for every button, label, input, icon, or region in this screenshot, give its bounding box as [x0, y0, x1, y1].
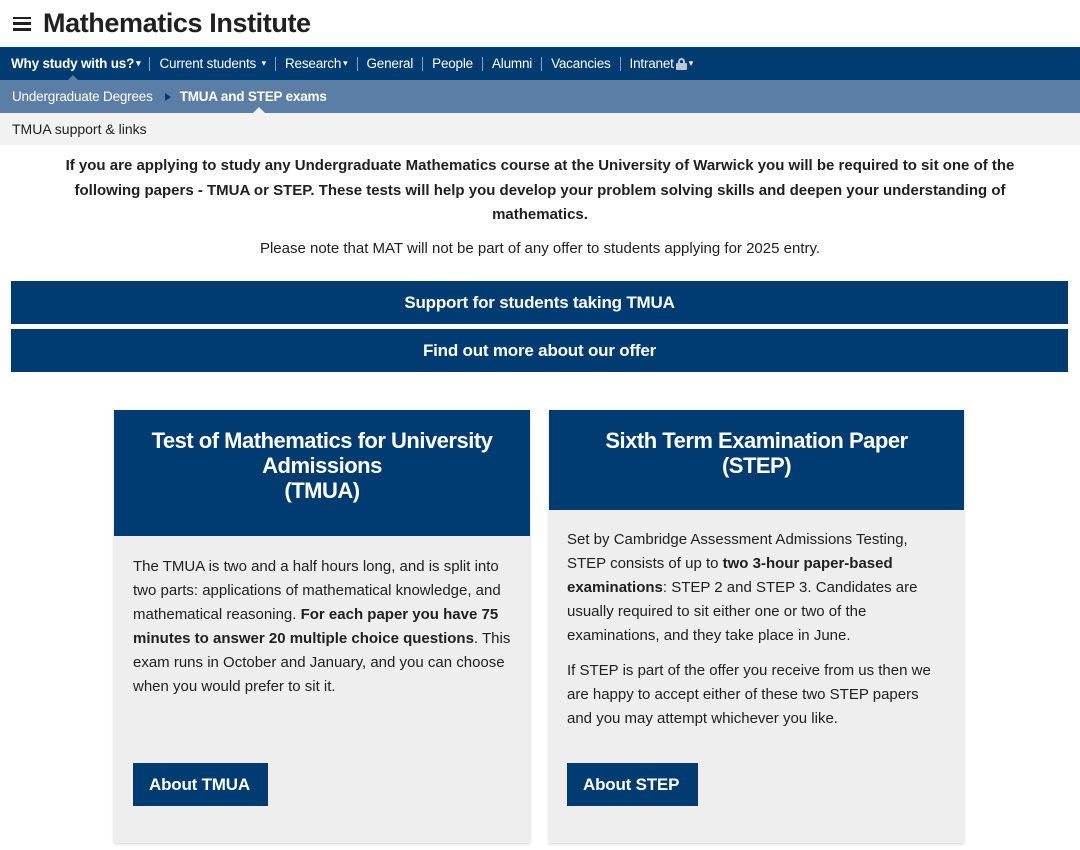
- hamburger-menu-icon[interactable]: [13, 17, 31, 31]
- nav-item-vacancies[interactable]: Vacancies: [551, 56, 611, 71]
- caret-down-icon: ▾: [688, 58, 694, 68]
- tmua-text: The TMUA is two and a half hours long, and is split into two parts: applications of mathematical knowledge, and mathematical reasoning.: [133, 558, 501, 623]
- exam-cards: [0, 410, 1080, 850]
- nav-item-research[interactable]: [285, 56, 348, 71]
- step-text: Set by Cambridge Assessment Admissions Testing, STEP consists of up to: [567, 531, 908, 572]
- secondary-nav: [0, 80, 1080, 113]
- intro-text: If you are applying to study any Undergraduate Mathematics course at the University of Warwick you will be required to sit one of the following papers - TMUA or STEP. These tests will help you develop your problem solving skills and deepen your understanding of mathematics.: [65, 157, 1015, 223]
- tmua-text: . This exam runs in October and January, and you can choose when you would prefer to sit it.: [133, 630, 511, 695]
- step-offer-note: If STEP is part of the offer you receive from us then we are happy to accept either of these two STEP papers and you may attempt whichever you like.: [567, 662, 931, 727]
- intro-section: [0, 145, 1080, 259]
- ter-nav-tmua-support-links[interactable]: TMUA support & links: [12, 121, 147, 137]
- tmua-card-body: [114, 536, 530, 699]
- step-card-subtitle: (STEP): [721, 453, 792, 478]
- step-card-body: [549, 510, 964, 731]
- nav-divider: [422, 57, 423, 71]
- tmua-card-header: [114, 410, 530, 536]
- nav-item-people[interactable]: People: [432, 56, 473, 71]
- nav-label: Why study with us?: [11, 56, 135, 71]
- nav-item-alumni[interactable]: Alumni: [491, 56, 533, 71]
- sec-nav-undergraduate-degrees[interactable]: Undergraduate Degrees: [12, 89, 153, 104]
- nav-divider: [275, 57, 276, 71]
- nav-label: Research: [284, 56, 342, 71]
- find-out-more-button[interactable]: Find out more about our offer: [11, 329, 1068, 372]
- step-card: [549, 410, 964, 843]
- step-description: [567, 528, 946, 648]
- caret-down-icon: ▾: [343, 58, 348, 68]
- caret-down-icon: ▾: [136, 58, 141, 68]
- nav-item-why-study[interactable]: [11, 56, 140, 71]
- step-card-header: [549, 410, 964, 510]
- tmua-description: [133, 555, 511, 699]
- sec-nav-tmua-step-exams[interactable]: TMUA and STEP exams: [179, 89, 327, 104]
- tmua-card-subtitle: (TMUA): [284, 478, 360, 503]
- nav-label: Current students: [159, 56, 257, 71]
- nav-divider: [482, 57, 483, 71]
- step-text: : STEP 2 and STEP 3. Candidates are usually required to sit either one or two of the examinations, and they take place in June.: [567, 579, 918, 644]
- tmua-text-bold: For each paper you have 75 minutes to answer 20 multiple choice questions: [133, 606, 499, 647]
- tmua-card-title: Test of Mathematics for University Admissions: [151, 428, 493, 478]
- about-step-button[interactable]: About STEP: [567, 763, 698, 806]
- caret-down-icon: ▾: [261, 58, 266, 68]
- nav-divider: [149, 57, 150, 71]
- nav-item-general[interactable]: General: [366, 56, 414, 71]
- tmua-card: [114, 410, 530, 843]
- step-card-title: Sixth Term Examination Paper: [605, 428, 908, 453]
- lock-icon: [676, 58, 687, 70]
- nav-divider: [620, 57, 621, 71]
- nav-divider: [357, 57, 358, 71]
- tertiary-nav: [0, 113, 1080, 145]
- breadcrumb-arrow-icon: [165, 93, 171, 101]
- site-title[interactable]: Mathematics Institute: [43, 8, 311, 38]
- site-header: [0, 0, 1080, 47]
- primary-nav: [0, 47, 1080, 80]
- about-tmua-button[interactable]: About TMUA: [133, 763, 268, 806]
- step-text-bold: two 3-hour paper-based examinations: [567, 555, 893, 596]
- current-page-pointer-icon: [253, 107, 265, 113]
- mat-note: Please note that MAT will not be part of any offer to students applying for 2025 entry.: [259, 239, 821, 257]
- nav-item-current-students[interactable]: [159, 56, 266, 71]
- nav-divider: [541, 57, 542, 71]
- nav-label: Intranet: [629, 56, 674, 71]
- nav-item-intranet[interactable]: [630, 56, 694, 71]
- support-tmua-button[interactable]: Support for students taking TMUA: [11, 281, 1068, 324]
